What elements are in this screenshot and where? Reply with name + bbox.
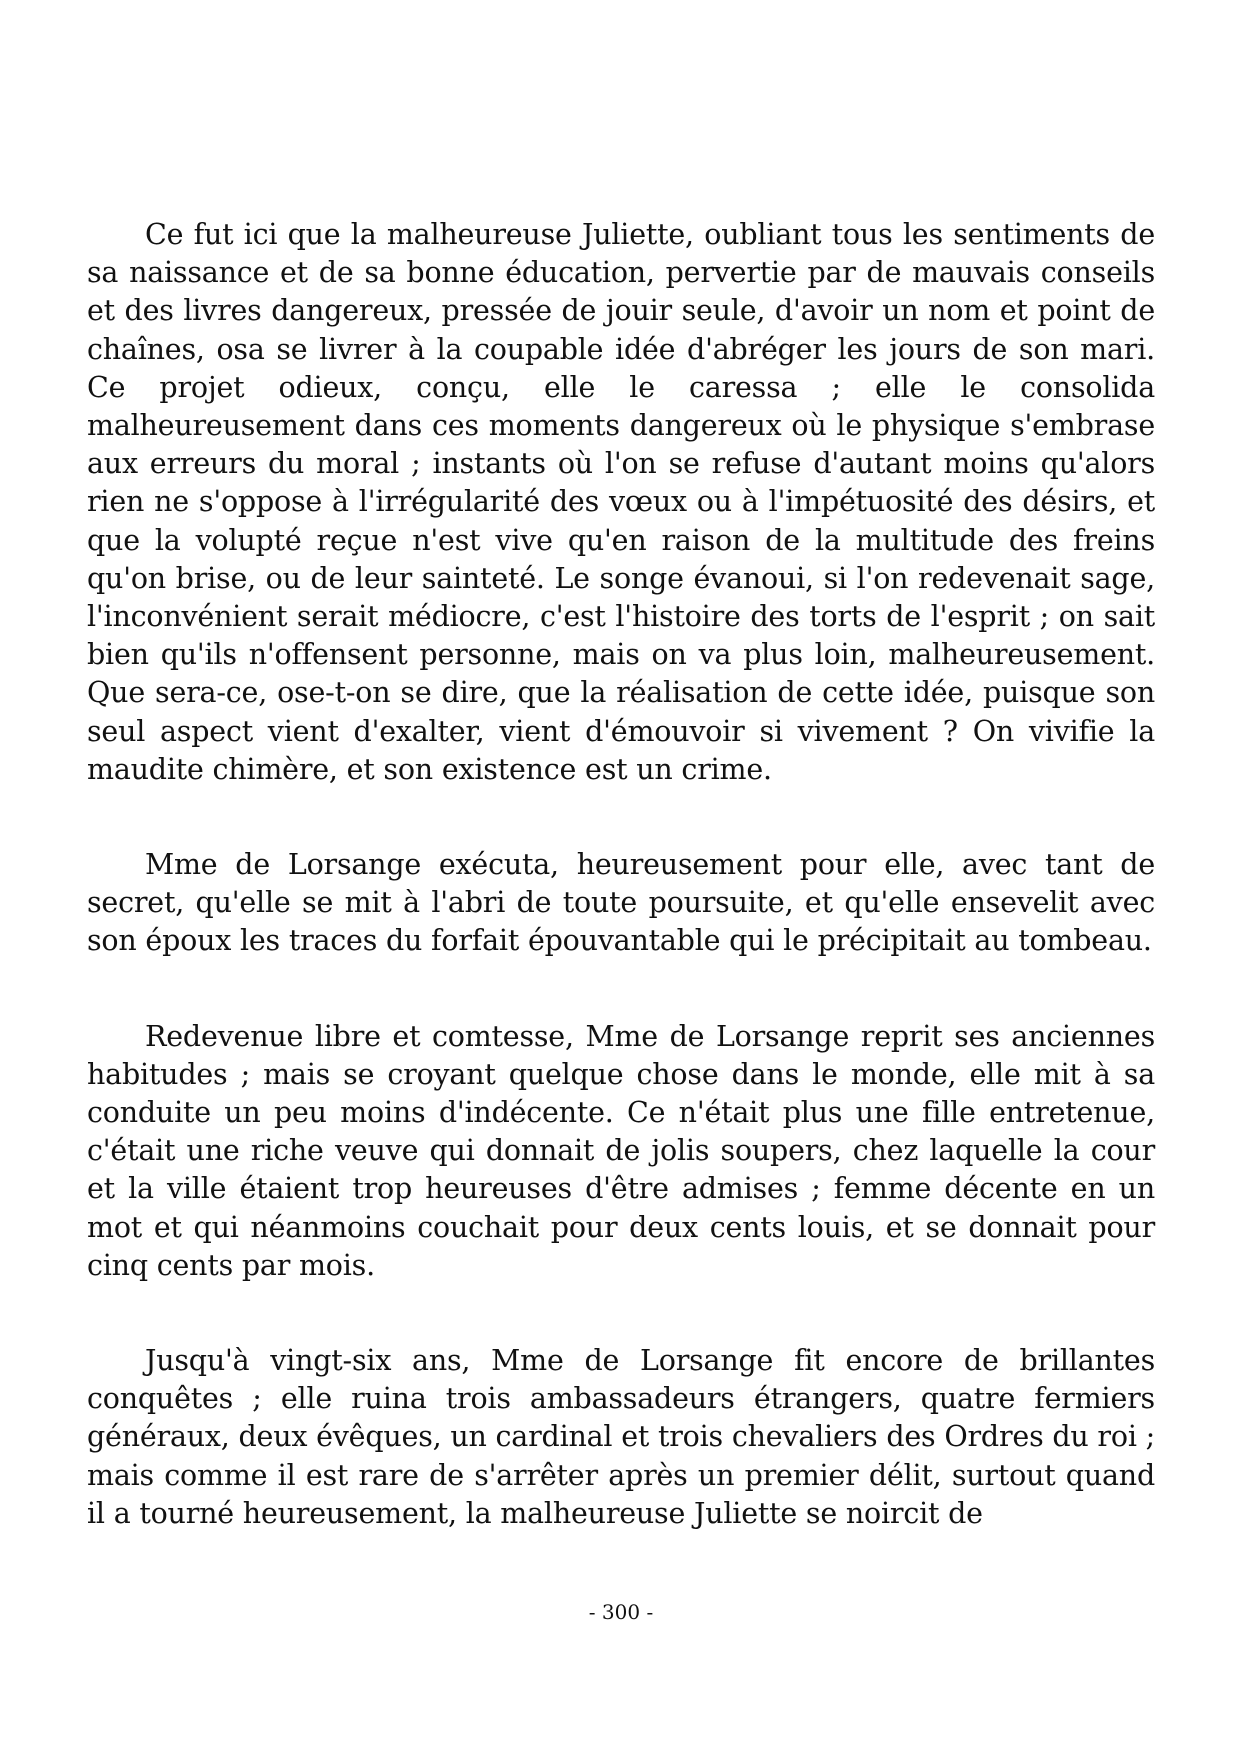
paragraph-4: Jusqu'à vingt-six ans, Mme de Lorsange fit encore de brillantes conquêtes ; elle ruina trois ambassadeurs étrangers, quatre fermiers généraux, deux évêques, un cardinal et trois chevaliers des Ordres du roi ; mais comme il est rare de s'arrêter après un premier délit, surtout quand il a tourné heureusement, la malheureuse Juliette se noircit de	[87, 1344, 1155, 1530]
paragraph-3: Redevenue libre et comtesse, Mme de Lorsange reprit ses anciennes habitudes ; mais se croyant quelque chose dans le monde, elle mit à sa conduite un peu moins d'indécente. Ce n'était plus une fille entretenue, c'était une riche veuve qui donnait de jolis soupers, chez laquelle la cour et la ville étaient trop heureuses d'être admises ; femme décente en un mot et qui néanmoins couchait pour deux cents louis, et se donnait pour cinq cents par mois.	[87, 1019, 1155, 1282]
page-number: - 300 -	[588, 1600, 654, 1624]
paragraph-2: Mme de Lorsange exécuta, heureusement pour elle, avec tant de secret, qu'elle se mit à l'abri de toute poursuite, et qu'elle ensevelit avec son époux les traces du forfait épouvantable qui le précipitait au tombeau.	[87, 848, 1155, 958]
body-text	[87, 216, 1155, 1533]
paragraph-1: Ce fut ici que la malheureuse Juliette, oubliant tous les sentiments de sa naissance et de sa bonne éducation, pervertie par de mauvais conseils et des livres dangereux, pressée de jouir seule, d'avoir un nom et point de chaînes, osa se livrer à la coupable idée d'abréger les jours de son mari. Ce projet odieux, conçu, elle le caressa ; elle le consolida malheureusement dans ces moments dangereux où le physique s'embrase aux erreurs du moral ; instants où l'on se refuse d'autant moins qu'alors rien ne s'oppose à l'irrégularité des vœux ou à l'impétuosité des désirs, et que la volupté reçue n'est vive qu'en raison de la multitude des freins qu'on brise, ou de leur sainteté. Le songe évanoui, si l'on redevenait sage, l'inconvénient serait médiocre, c'est l'histoire des torts de l'esprit ; on sait bien qu'ils n'offensent personne, mais on va plus loin, malheureusement. Que sera-ce, ose-t-on se dire, que la réalisation de cette idée, puisque son seul aspect vient d'exalter, vient d'émouvoir si vivement ? On vivifie la maudite chimère, et son existence est un crime.	[87, 218, 1155, 786]
